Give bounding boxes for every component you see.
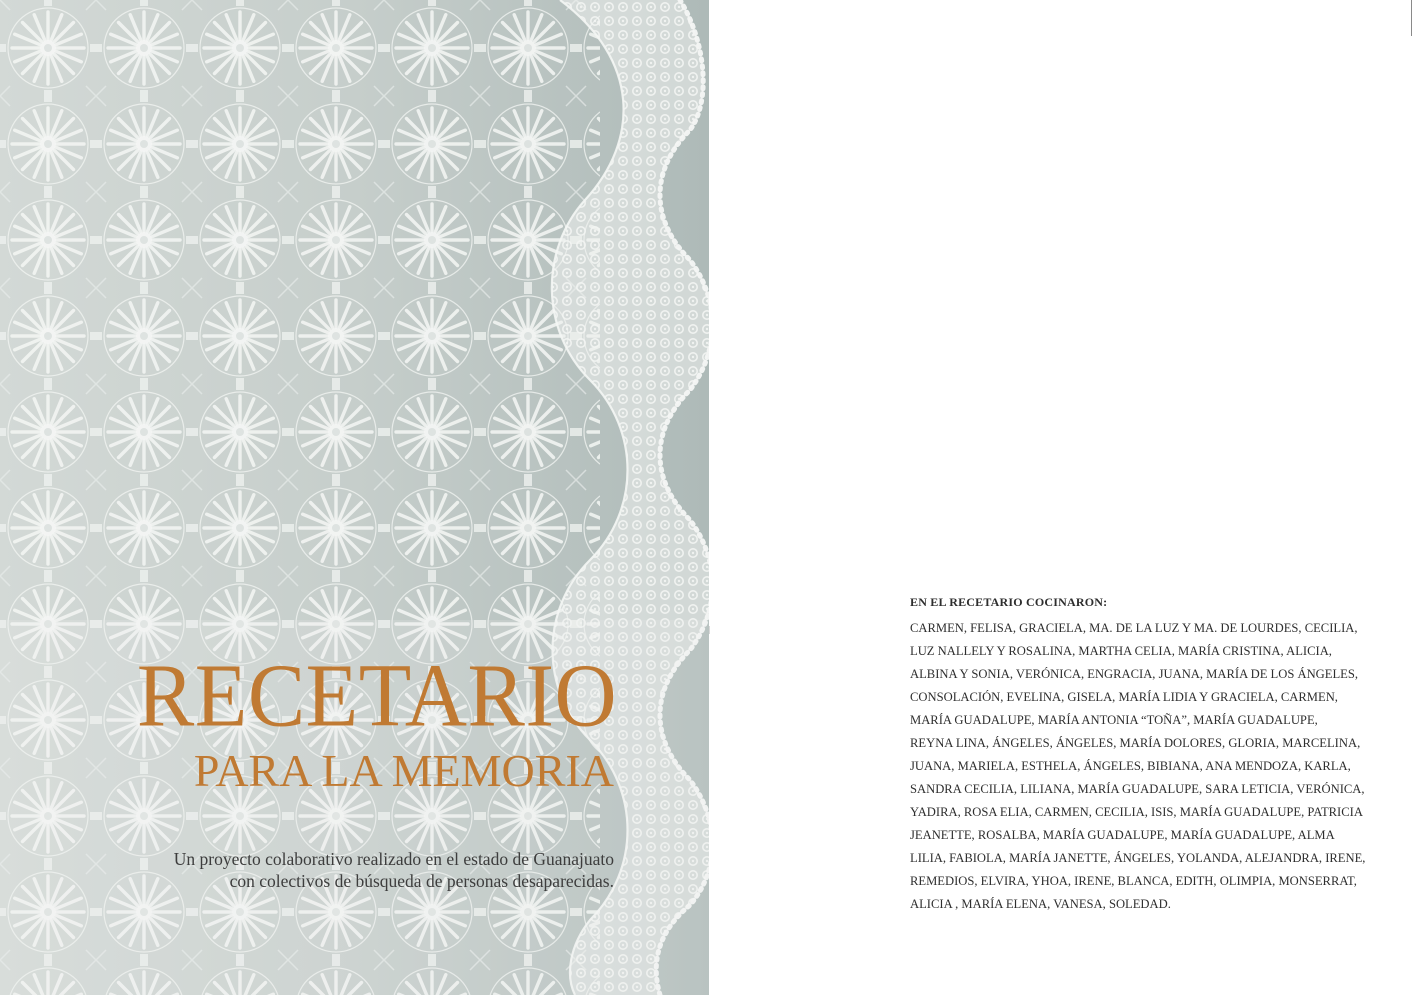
credits-block <box>910 594 1366 916</box>
credits-line: REMEDIOS, ELVIRA, YHOA, IRENE, BLANCA, EDITH, OLIMPIA, MONSERRAT, <box>910 874 1357 888</box>
credits-line: MARÍA GUADALUPE, MARÍA ANTONIA “TOÑA”, MARÍA GUADALUPE, <box>910 713 1318 727</box>
crop-mark <box>1411 0 1412 36</box>
credits-line: SANDRA CECILIA, LILIANA, MARÍA GUADALUPE, SARA LETICIA, VERÓNICA, <box>910 782 1365 796</box>
gutter-mark <box>709 626 710 634</box>
credits-line: YADIRA, ROSA ELIA, CARMEN, CECILIA, ISIS, MARÍA GUADALUPE, PATRICIA <box>910 805 1363 819</box>
cover-description <box>120 848 614 892</box>
credits-line: JUANA, MARIELA, ESTHELA, ÁNGELES, BIBIANA, ANA MENDOZA, KARLA, <box>910 759 1351 773</box>
cover-description-line: Un proyecto colaborativo realizado en el estado de Guanajuato <box>173 849 614 869</box>
credits-line: CARMEN, FELISA, GRACIELA, MA. DE LA LUZ Y MA. DE LOURDES, CECILIA, <box>910 621 1358 635</box>
cover-title: RECETARIO <box>136 644 618 746</box>
credits-page <box>709 0 1416 995</box>
credits-line: LUZ NALLELY Y ROSALINA, MARTHA CELIA, MARÍA CRISTINA, ALICIA, <box>910 644 1332 658</box>
credits-line: LILIA, FABIOLA, MARÍA JANETTE, ÁNGELES, YOLANDA, ALEJANDRA, IRENE, <box>910 851 1366 865</box>
credits-line: ALICIA , MARÍA ELENA, VANESA, SOLEDAD. <box>910 897 1171 911</box>
credits-line: JEANETTE, ROSALBA, MARÍA GUADALUPE, MARÍA GUADALUPE, ALMA <box>910 828 1335 842</box>
cover-subtitle: PARA LA MEMORIA <box>193 745 614 796</box>
credits-line: CONSOLACIÓN, EVELINA, GISELA, MARÍA LIDIA Y GRACIELA, CARMEN, <box>910 690 1338 704</box>
credits-line: ALBINA Y SONIA, VERÓNICA, ENGRACIA, JUANA, MARÍA DE LOS ÁNGELES, <box>910 667 1359 681</box>
credits-heading: EN EL RECETARIO COCINARON: <box>910 595 1108 609</box>
cover-description-line: con colectivos de búsqueda de personas desaparecidas. <box>229 871 614 891</box>
credits-line: REYNA LINA, ÁNGELES, ÁNGELES, MARÍA DOLORES, GLORIA, MARCELINA, <box>910 736 1361 750</box>
